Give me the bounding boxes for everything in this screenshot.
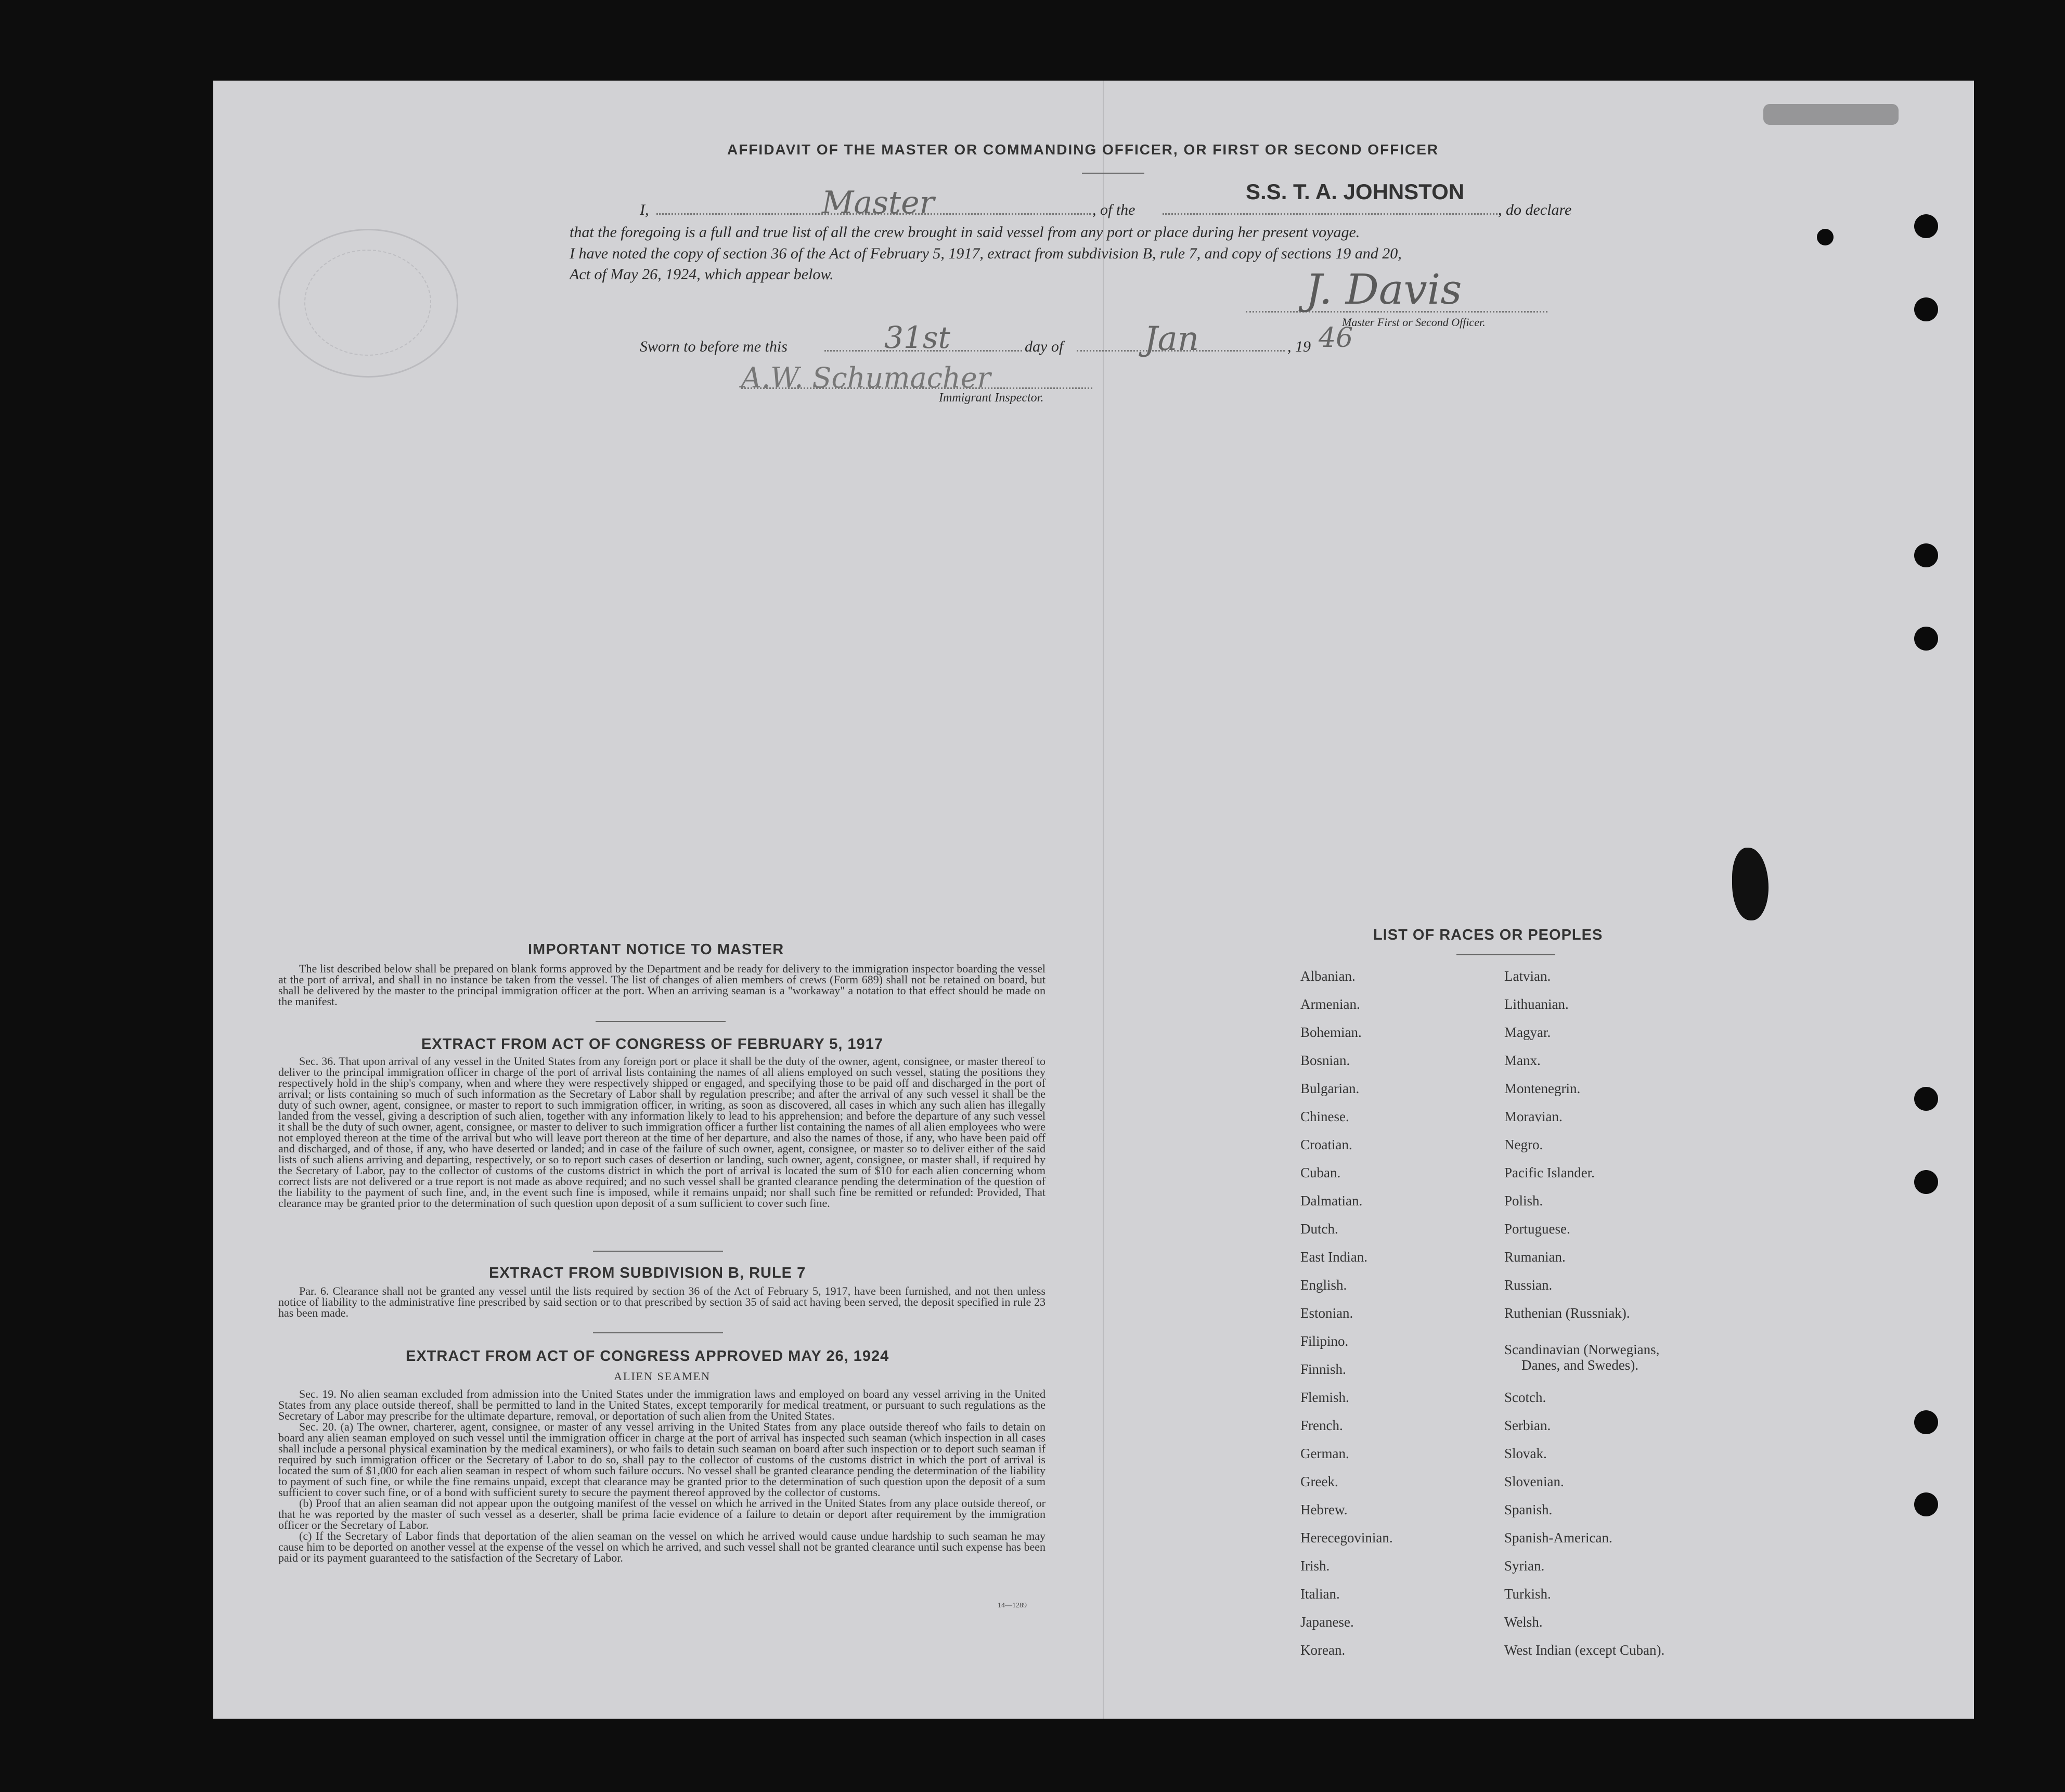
race-col1-item: Croatian. [1300, 1137, 1352, 1152]
race-col2-item: Syrian. [1504, 1558, 1545, 1574]
race-col1-item: Chinese. [1300, 1109, 1349, 1124]
race-col2-item: Ruthenian (Russniak). [1504, 1305, 1630, 1321]
race-col1-item: Bulgarian. [1300, 1081, 1360, 1096]
affidavit-line-3: I have noted the copy of section 36 of the Act of February 5, 1917, extract from subdivision B, rule 7, and copy of sections 19 and 20, [570, 245, 1402, 262]
race-col1-item: Bohemian. [1300, 1024, 1362, 1040]
rank-handwritten: Master [822, 185, 935, 221]
affidavit-line-2: that the foregoing is a full and true list of all the crew brought in said vessel from any port or place during her present voyage. [570, 224, 1360, 241]
master-signature: J. Davis [1306, 265, 1462, 314]
sec-19: Sec. 19. No alien seaman excluded from admission into the United States under the immigration laws and employed on board any vessel arriving in the United States from any place outside thereof, shall be permitted to land in the United States, except temporarily for medical treatment, or pursuant to such regulations as the Secretary of Labor may prescribe for the ultimate departure, removal, or deportation of such alien from the United States. [278, 1387, 1046, 1422]
race-col2-item: Spanish-American. [1504, 1530, 1612, 1546]
day-of-label: day of [1025, 338, 1064, 355]
extract-1917-divider [593, 1251, 723, 1252]
race-col2-item: Magyar. [1504, 1024, 1551, 1040]
inspector-label: Immigrant Inspector. [939, 391, 1044, 405]
sec-20c: (c) If the Secretary of Labor finds that deportation of the alien seaman on the vessel on which he arrived would cause undue hardship to such seaman he may cause him to be deported on another vessel at the expense of the vessel on which he arrived, and such vessel shall not be granted clearance until such expense has been paid or its payment guaranteed to the satisfaction of the Secretary of Labor. [278, 1529, 1046, 1564]
inspector-signature: A.W. Schumacher [741, 361, 991, 394]
race-col2-item: Polish. [1504, 1193, 1543, 1209]
race-col2-item: Latvian. [1504, 968, 1551, 984]
affidavit-i: I, [640, 201, 649, 218]
race-col1-item: French. [1300, 1418, 1343, 1433]
race-col1-item: Herecegovinian. [1300, 1530, 1393, 1546]
race-col1-item: Cuban. [1300, 1165, 1341, 1180]
punch-hole [1914, 543, 1938, 567]
affidavit-line-4: Act of May 26, 1924, which appear below. [570, 266, 834, 283]
races-divider [1456, 954, 1555, 955]
race-col1-item: Dalmatian. [1300, 1193, 1363, 1209]
punch-hole [1914, 214, 1938, 238]
race-col2-item: Rumanian. [1504, 1249, 1566, 1265]
race-col1-item: Finnish. [1300, 1361, 1346, 1377]
race-col1-item: Armenian. [1300, 996, 1360, 1012]
extract-1924-title: EXTRACT FROM ACT OF CONGRESS APPROVED MAY 26, 1924 [406, 1348, 889, 1365]
year-handwritten: 46 [1319, 322, 1353, 354]
subdivision-b-body: Par. 6. Clearance shall not be granted any vessel until the lists required by section 36 of the Act of February 5, 1917, have been furnished, and not then unless notice of liability to the administrative fine prescribed by said section or to that prescribed by section 35 of said act having been served, the deposit specified in rule 23 has been made. [278, 1284, 1046, 1319]
race-col2-item: Slovenian. [1504, 1474, 1564, 1489]
sec-20b: (b) Proof that an alien seaman did not appear upon the outgoing manifest of the vessel on which he arrived in the United States from any place outside thereof, or that he was reported by the master of such vessel as a deserter, shall be prima facie evidence of a failure to detain or deport after requirement by the immigration officer or the Secretary of Labor. [278, 1497, 1046, 1531]
punch-hole [1914, 1087, 1938, 1111]
punch-hole-small [1817, 229, 1834, 245]
race-col1-item: Filipino. [1300, 1333, 1349, 1349]
race-col1-item: Irish. [1300, 1558, 1330, 1574]
race-col2-item: Negro. [1504, 1137, 1543, 1152]
race-col1-item: East Indian. [1300, 1249, 1367, 1265]
race-col2-item: Lithuanian. [1504, 996, 1569, 1012]
race-col2-item: Serbian. [1504, 1418, 1551, 1433]
extract-1924-sections [278, 1388, 1046, 1563]
race-col1-item: Dutch. [1300, 1221, 1338, 1237]
form-number: 14—1289 [998, 1602, 1027, 1609]
race-col2-item: Moravian. [1504, 1109, 1563, 1124]
top-right-marks [1763, 104, 1899, 125]
race-col2-item: Spanish. [1504, 1502, 1553, 1517]
race-col1-item: Hebrew. [1300, 1502, 1348, 1517]
notice-divider [596, 1021, 726, 1022]
race-col2-item: West Indian (except Cuban). [1504, 1642, 1665, 1658]
extract-1917-body: Sec. 36. That upon arrival of any vessel in the United States from any foreign port or place it shall be the duty of the owner, agent, consignee, or master thereof to deliver to the principal immigration officer in charge of the port of arrival lists containing the names of all aliens employed on such vessel, stating the positions they respectively hold in the ship's company, when and where they were respectively shipped or engaged, and specifying those to be paid off and discharged in the port of arrival; or lists containing so much of such information as the Secretary of Labor shall by regulation prescribe; and after the arrival of any such vessel it shall be the duty of such owner, agent, consignee, or master to report to such immigration officer, in writing, as soon as discovered, all cases in which any such alien has illegally landed from the vessel, giving a description of such alien, together with any information likely to lead to his apprehension; and before the departure of any such vessel it shall be the duty of such owner, agent, consignee, or master to deliver to such immigration officer a further list containing the names of all alien employees who were not employed thereon at the time of the arrival but who will leave port thereon at the time of her departure, and also the names of those, if any, who have been paid off and discharged, and of those, if any, who have deserted or landed; and in case of the failure of such owner, agent, consignee, or master so to deliver either of the said lists of such aliens arriving and departing, respectively, or so to report such cases of desertion or landing, such owner, agent, consignee, or master shall, if required by the Secretary of Labor, pay to the collector of customs of the customs district in which the port of arrival is located the sum of $10 for each alien concerning whom correct lists are not delivered or a true report is not made as above required; and no such vessel shall be granted clearance pending the determination of the question of the liability to the payment of such fine, and, in the event such fine is imposed, while it remains unpaid; nor shall such fine be remitted or refunded: Provided, That clearance may be granted prior to the determination of such question upon deposit of a sum sufficient to cover such fine. [278, 1055, 1046, 1210]
race-col1-item: Italian. [1300, 1586, 1340, 1602]
race-col2-item: Russian. [1504, 1277, 1553, 1293]
embossed-seal-inner [304, 250, 431, 356]
subdivision-b-title: EXTRACT FROM SUBDIVISION B, RULE 7 [489, 1265, 806, 1281]
race-col1-item: Flemish. [1300, 1390, 1349, 1405]
race-col2-item: Scotch. [1504, 1390, 1546, 1405]
vessel-line [1163, 213, 1501, 215]
race-col2-item: Slovak. [1504, 1446, 1547, 1461]
year-prefix: , 19 [1287, 338, 1311, 355]
extract-1924-subtitle: ALIEN SEAMEN [614, 1370, 711, 1383]
punch-hole [1914, 1170, 1938, 1194]
sworn-label: Sworn to before me this [640, 338, 788, 355]
do-declare-label: , do declare [1498, 201, 1572, 218]
title-divider [1082, 173, 1144, 174]
race-col1-item: English. [1300, 1277, 1347, 1293]
vessel-name: S.S. T. A. JOHNSTON [1246, 179, 1465, 204]
subdivision-b-divider [593, 1332, 723, 1333]
month-handwritten: Jan [1144, 320, 1199, 358]
notice-body: The list described below shall be prepared on blank forms approved by the Department and be ready for delivery to the immigration inspector boarding the vessel at the port of arrival, and shall in no instance be taken from the vessel. The list of changes of alien members of crews (Form 689) shall not be retained on board, but shall be delivered by the master to the principal immigration officer at the port. When an arriving seaman is a "workaway" a notation to that effect should be made on the manifest. [278, 962, 1046, 1008]
race-col2-item: Pacific Islander. [1504, 1165, 1595, 1180]
race-col2-item: Scandinavian (Norwegians, [1504, 1342, 1660, 1357]
race-col1-item: Albanian. [1300, 968, 1356, 984]
races-title: LIST OF RACES OR PEOPLES [1373, 927, 1603, 943]
race-col1-item: German. [1300, 1446, 1349, 1461]
notice-title: IMPORTANT NOTICE TO MASTER [528, 941, 784, 958]
race-col2-item: Danes, and Swedes). [1521, 1357, 1638, 1373]
of-the-label: , of the [1092, 201, 1135, 218]
race-col1-item: Japanese. [1300, 1614, 1354, 1630]
day-handwritten: 31st [884, 320, 950, 355]
sec-20a: Sec. 20. (a) The owner, charterer, agent, consignee, or master of any vessel arriving in the United States from any place outside thereof who fails to detain on board any alien seaman employed on such vessel until the immigration officer in charge at the port of arrival has inspected such seaman (which inspection in all cases shall include a personal physical examination by the medical examiners), or who fails to detain such seaman on board after such inspection or to deport such seaman if required by such immigration officer or the Secretary of Labor to do so, shall pay to the collector of customs of the customs district in which the port of arrival is located the sum of $1,000 for each alien seaman in respect of whom such failure occurs. No vessel shall be granted clearance pending the determination of the liability to payment of such fine, or while the fine remains unpaid, except that clearance may be granted prior to the determination of such question upon the deposit of a sum sufficient to cover such fine, or of a bond with sufficient surety to secure the payment thereof approved by the collector of customs. [278, 1420, 1046, 1499]
fold-line [1103, 81, 1104, 1719]
extract-1917-title: EXTRACT FROM ACT OF CONGRESS OF FEBRUARY 5, 1917 [421, 1036, 884, 1053]
race-col1-item: Greek. [1300, 1474, 1338, 1489]
race-col1-item: Korean. [1300, 1642, 1346, 1658]
affidavit-title: AFFIDAVIT OF THE MASTER OR COMMANDING OFFICER, OR FIRST OR SECOND OFFICER [727, 141, 1439, 158]
race-col2-item: Manx. [1504, 1053, 1541, 1068]
signature-label: Master First or Second Officer. [1342, 316, 1486, 329]
race-col1-item: Bosnian. [1300, 1053, 1350, 1068]
race-col2-item: Portuguese. [1504, 1221, 1570, 1237]
race-col1-item: Estonian. [1300, 1305, 1353, 1321]
punch-hole [1914, 1492, 1938, 1516]
race-col2-item: Turkish. [1504, 1586, 1551, 1602]
punch-hole [1914, 627, 1938, 651]
race-col2-item: Welsh. [1504, 1614, 1543, 1630]
punch-hole [1914, 1410, 1938, 1434]
punch-hole [1914, 297, 1938, 321]
race-col2-item: Montenegrin. [1504, 1081, 1581, 1096]
